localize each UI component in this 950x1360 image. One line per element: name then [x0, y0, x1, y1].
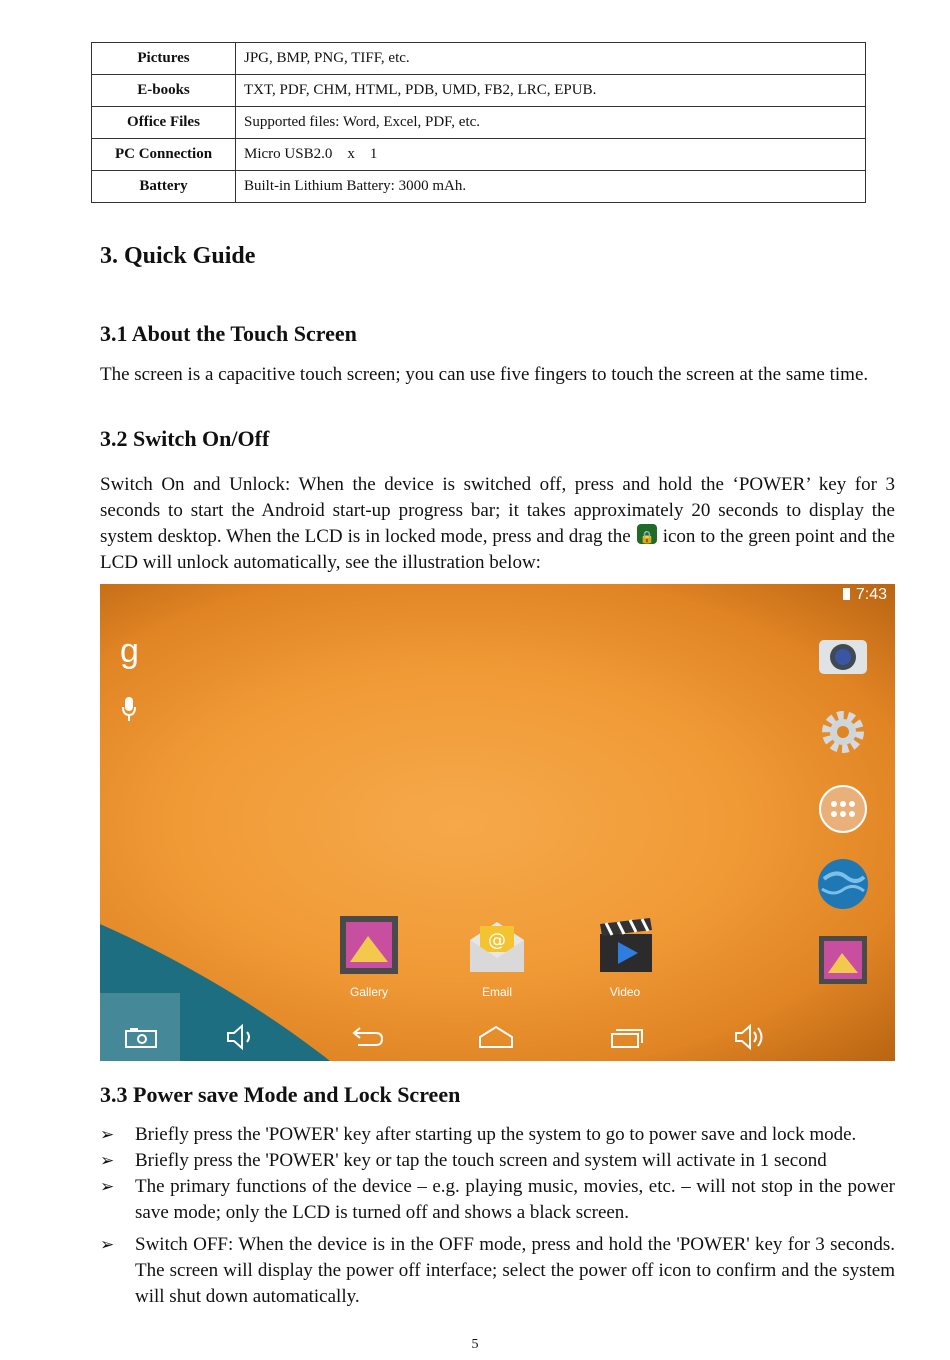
app-drawer-icon[interactable]: [816, 782, 870, 836]
spec-key: Office Files: [92, 107, 236, 139]
battery-icon: [843, 588, 850, 600]
table-row: [92, 171, 866, 203]
back-icon[interactable]: [346, 1023, 386, 1051]
section-heading-quick-guide: 3. Quick Guide: [100, 243, 256, 269]
section-heading-power-save: 3.3 Power save Mode and Lock Screen: [100, 1082, 461, 1107]
table-row: [92, 139, 866, 171]
switch-text-part2: icon to the green point and the LCD will unlock automatically, see the illustration below:: [100, 526, 895, 573]
lock-icon: [637, 524, 657, 544]
spec-value: Supported files: Word, Excel, PDF, etc.: [236, 107, 866, 139]
app-video[interactable]: [585, 914, 665, 999]
home-icon[interactable]: [476, 1023, 516, 1051]
svg-text:@: @: [488, 930, 506, 951]
switch-text-part1: Switch On and Unlock: When the device is switched off, press and hold the ‘POWER’ key for 3 seconds to start the Android start-up progress bar; it takes approximately 20 seconds to display the system desktop. When the LCD is in locked mode, press and drag the: [100, 474, 895, 547]
spec-key: PC Connection: [92, 139, 236, 171]
spec-key: Pictures: [92, 43, 236, 75]
spec-value: TXT, PDF, CHM, HTML, PDB, UMD, FB2, LRC, EPUB.: [236, 75, 866, 107]
section-heading-touch-screen: 3.1 About the Touch Screen: [100, 321, 357, 346]
app-label: Video: [609, 985, 641, 999]
list-item: [100, 1148, 895, 1174]
recents-icon[interactable]: [606, 1023, 646, 1051]
spec-value: Built-in Lithium Battery: 3000 mAh.: [236, 171, 866, 203]
touch-screen-paragraph: The screen is a capacitive touch screen; you can use five fingers to touch the screen at the same time.: [100, 364, 869, 385]
list-item-text: Briefly press the 'POWER' key after starting up the system to go to power save and lock mode.: [135, 1124, 857, 1145]
list-item: [100, 1232, 895, 1310]
browser-icon[interactable]: [816, 857, 870, 911]
google-search-icon[interactable]: g: [120, 632, 139, 670]
spec-key: E-books: [92, 75, 236, 107]
app-gallery[interactable]: [329, 914, 409, 999]
table-row: [92, 43, 866, 75]
settings-icon[interactable]: [816, 705, 870, 759]
navigation-bar: [100, 1013, 895, 1061]
spec-value: Micro USB2.0 x 1: [236, 139, 866, 171]
arrow-bullet-icon: ➢: [100, 1177, 115, 1197]
volume-up-icon[interactable]: [732, 1023, 772, 1051]
status-time: 7:43: [855, 586, 887, 603]
email-icon: [466, 914, 528, 976]
arrow-bullet-icon: ➢: [100, 1125, 115, 1145]
gallery-icon[interactable]: [816, 933, 870, 987]
mic-icon[interactable]: [122, 696, 136, 724]
arrow-bullet-icon: ➢: [100, 1235, 115, 1255]
camera-icon[interactable]: [816, 630, 870, 684]
list-item: [100, 1122, 895, 1148]
list-item-text: Switch OFF: When the device is in the OFF mode, press and hold the 'POWER' key for 3 seconds. The screen will display the power off interface; select the power off icon to confirm and the system will shut down automatically.: [135, 1234, 895, 1307]
table-row: [92, 75, 866, 107]
camera-icon[interactable]: [122, 1023, 162, 1051]
spec-value: JPG, BMP, PNG, TIFF, etc.: [236, 43, 866, 75]
table-row: [92, 107, 866, 139]
spec-key: Battery: [92, 171, 236, 203]
android-home-screenshot: [100, 584, 895, 1061]
gallery-icon: [338, 914, 400, 976]
list-item-text: Briefly press the 'POWER' key or tap the touch screen and system will activate in 1 second: [135, 1150, 827, 1171]
volume-down-icon[interactable]: [222, 1023, 262, 1051]
status-bar: [843, 586, 887, 604]
app-label: Gallery: [349, 985, 388, 999]
app-email[interactable]: [457, 914, 537, 999]
arrow-bullet-icon: ➢: [100, 1151, 115, 1171]
spec-table: [91, 42, 866, 203]
list-item: [100, 1174, 895, 1226]
video-icon: [594, 914, 656, 976]
section-heading-switch: 3.2 Switch On/Off: [100, 426, 270, 451]
app-label: Email: [481, 985, 512, 999]
list-item-text: The primary functions of the device – e.g. playing music, movies, etc. – will not stop in the power save mode; only the LCD is turned off and shows a black screen.: [135, 1176, 895, 1223]
switch-paragraph: [100, 472, 895, 576]
page-number: 5: [471, 1337, 479, 1352]
power-save-list: [100, 1122, 895, 1310]
